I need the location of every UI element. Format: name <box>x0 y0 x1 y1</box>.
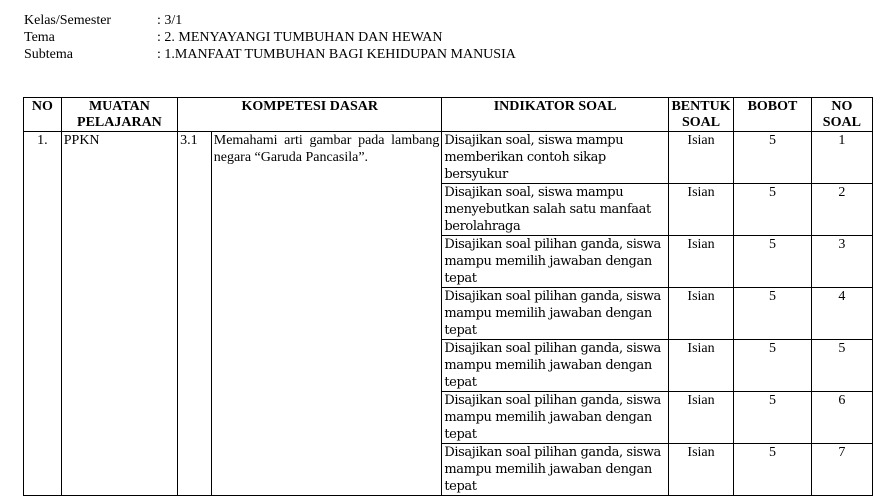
header-bentuk: BENTUK SOAL <box>668 98 733 132</box>
header-kompetensi: KOMPETESI DASAR <box>178 98 442 132</box>
bobot-cell: 5 <box>734 132 812 184</box>
bentuk-cell: Isian <box>668 340 733 392</box>
no-soal-cell: 1 <box>811 132 872 184</box>
indikator-cell: Disajikan soal pilihan ganda, siswa mampu memilih jawaban dengan tepat <box>442 392 669 444</box>
table-header-row <box>24 98 873 132</box>
indikator-cell: Disajikan soal pilihan ganda, siswa mampu memilih jawaban dengan tepat <box>442 288 669 340</box>
bobot-cell: 5 <box>734 184 812 236</box>
no-soal-cell: 7 <box>811 444 872 496</box>
meta-row-kelas <box>24 12 516 29</box>
meta-row-tema <box>24 29 516 46</box>
meta-label: Tema <box>24 30 55 45</box>
meta-label: Subtema <box>24 47 73 62</box>
bobot-cell: 5 <box>734 392 812 444</box>
table-row <box>24 132 873 184</box>
bobot-cell: 5 <box>734 340 812 392</box>
no-soal-cell: 5 <box>811 340 872 392</box>
no-soal-cell: 4 <box>811 288 872 340</box>
bentuk-cell: Isian <box>668 236 733 288</box>
kd-number: 3.1 <box>178 132 212 496</box>
meta-value: : 2. MENYAYANGI TUMBUHAN DAN HEWAN <box>157 30 443 45</box>
kisi-kisi-table <box>23 97 873 496</box>
meta-value: : 3/1 <box>157 13 183 28</box>
header-muatan: MUATAN PELAJARAN <box>61 98 177 132</box>
bentuk-cell: Isian <box>668 392 733 444</box>
row-number: 1. <box>24 132 62 496</box>
no-soal-cell: 3 <box>811 236 872 288</box>
meta-row-subtema <box>24 46 516 63</box>
header-no: NO <box>24 98 62 132</box>
header-indikator: INDIKATOR SOAL <box>442 98 669 132</box>
no-soal-cell: 2 <box>811 184 872 236</box>
meta-label: Kelas/Semester <box>24 13 112 28</box>
bobot-cell: 5 <box>734 236 812 288</box>
no-soal-cell: 6 <box>811 392 872 444</box>
indikator-cell: Disajikan soal, siswa mampu memberikan contoh sikap bersyukur <box>442 132 669 184</box>
bentuk-cell: Isian <box>668 184 733 236</box>
header-no-soal: NO SOAL <box>811 98 872 132</box>
kd-text: Memahami arti gambar pada lambang negara “Garuda Pancasila”. <box>211 132 442 496</box>
header-bobot: BOBOT <box>734 98 812 132</box>
bobot-cell: 5 <box>734 444 812 496</box>
muatan-pelajaran: PPKN <box>61 132 177 496</box>
bobot-cell: 5 <box>734 288 812 340</box>
bentuk-cell: Isian <box>668 444 733 496</box>
indikator-cell: Disajikan soal pilihan ganda, siswa mampu memilih jawaban dengan tepat <box>442 340 669 392</box>
bentuk-cell: Isian <box>668 132 733 184</box>
meta-value: : 1.MANFAAT TUMBUHAN BAGI KEHIDUPAN MANUSIA <box>157 47 516 62</box>
bentuk-cell: Isian <box>668 288 733 340</box>
indikator-cell: Disajikan soal pilihan ganda, siswa mampu memilih jawaban dengan tepat <box>442 444 669 496</box>
indikator-cell: Disajikan soal pilihan ganda, siswa mampu memilih jawaban dengan tepat <box>442 236 669 288</box>
indikator-cell: Disajikan soal, siswa mampu menyebutkan salah satu manfaat berolahraga <box>442 184 669 236</box>
document-meta <box>24 12 516 63</box>
